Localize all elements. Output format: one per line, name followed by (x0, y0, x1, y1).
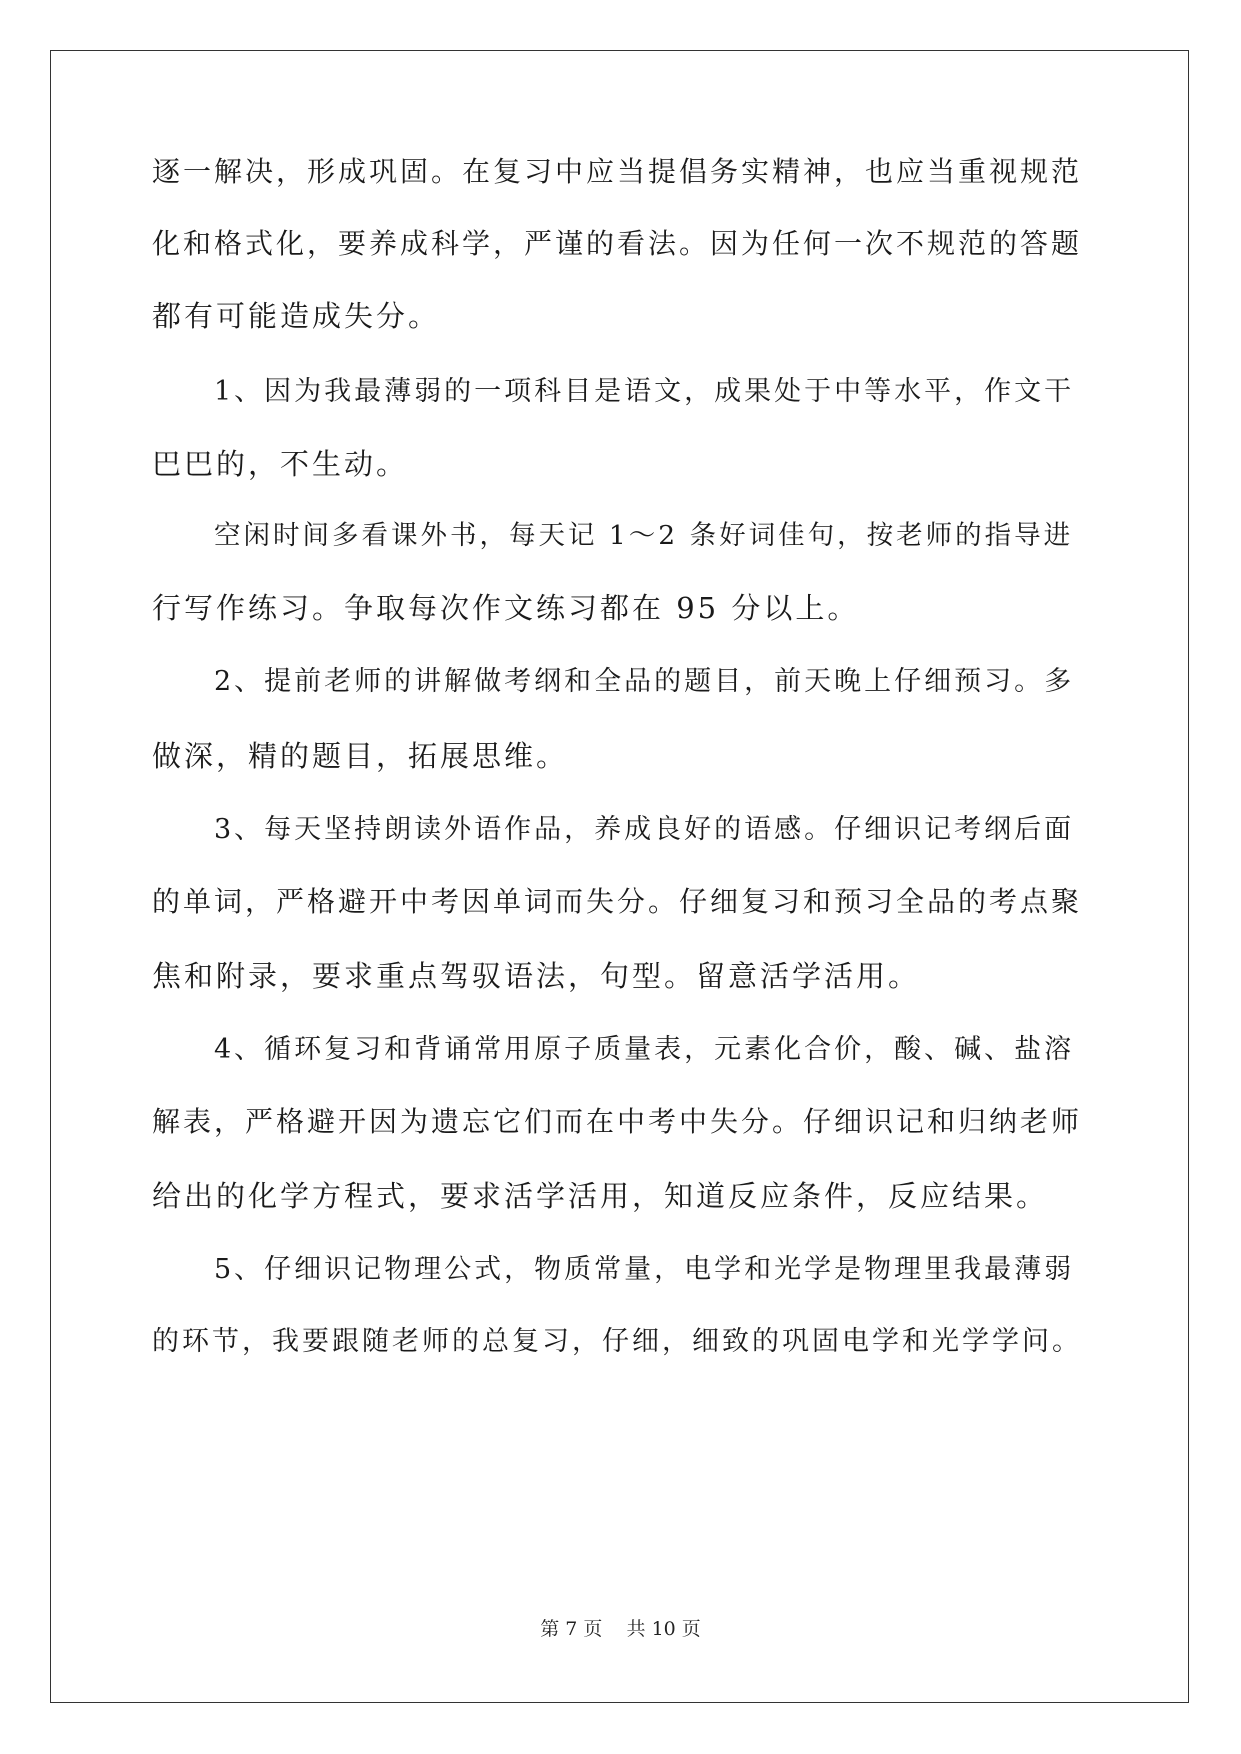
text-line-6: 空闲时间多看课外书，每天记 1～2 条好词佳句，按老师的指导进 (214, 520, 1074, 551)
text-line-5: 巴巴的，不生动。 (152, 447, 409, 481)
text-line-15: 给出的化学方程式，要求活学活用，知道反应条件，反应结果。 (152, 1179, 1049, 1213)
text-line-4: 1、因为我最薄弱的一项科目是语文，成果处于中等水平，作文干 (214, 376, 1075, 407)
text-line-3: 都有可能造成失分。 (152, 299, 441, 333)
text-line-12: 焦和附录，要求重点驾驭语法，句型。留意活学活用。 (152, 959, 921, 993)
text-line-7: 行写作练习。争取每次作文练习都在 95 分以上。 (152, 591, 860, 625)
text-line-8: 2、提前老师的讲解做考纲和全品的题目，前天晚上仔细预习。多 (214, 666, 1075, 697)
text-line-11: 的单词，严格避开中考因单词而失分。仔细复习和预习全品的考点聚 (152, 885, 1083, 918)
text-line-10: 3、每天坚持朗读外语作品，养成良好的语感。仔细识记考纲后面 (214, 814, 1075, 845)
text-line-2: 化和格式化，要养成科学，严谨的看法。因为任何一次不规范的答题 (152, 227, 1083, 260)
page-number: 第 7 页 (540, 1618, 603, 1640)
text-line-16: 5、仔细识记物理公式，物质常量，电学和光学是物理里我最薄弱 (214, 1254, 1075, 1285)
page-footer (0, 1617, 1241, 1641)
text-line-9: 做深，精的题目，拓展思维。 (152, 739, 569, 773)
page-total: 共 10 页 (626, 1618, 701, 1640)
text-line-14: 解表，严格避开因为遗忘它们而在中考中失分。仔细识记和归纳老师 (152, 1105, 1083, 1138)
text-line-13: 4、循环复习和背诵常用原子质量表，元素化合价，酸、碱、盐溶 (214, 1034, 1075, 1065)
text-line-17: 的环节，我要跟随老师的总复习，仔细，细致的巩固电学和光学学问。 (152, 1326, 1082, 1357)
text-line-1: 逐一解决，形成巩固。在复习中应当提倡务实精神，也应当重视规范 (152, 155, 1083, 188)
